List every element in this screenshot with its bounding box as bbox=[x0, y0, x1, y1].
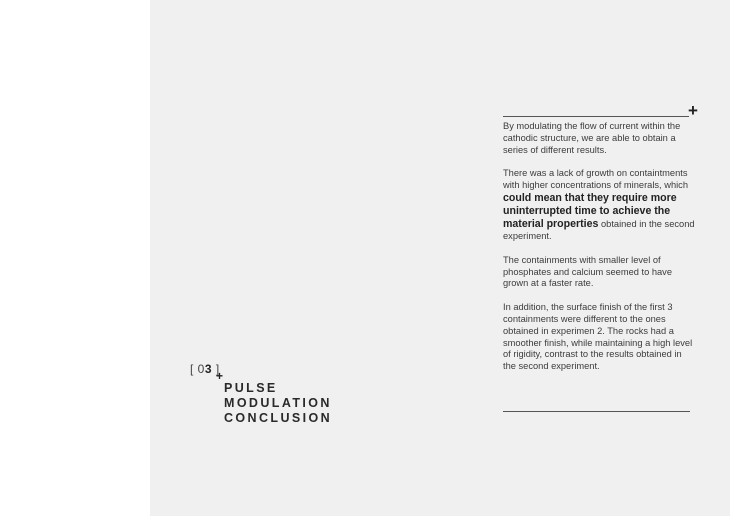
section-bracket-close: ] bbox=[212, 362, 220, 376]
left-margin bbox=[0, 0, 150, 516]
paragraph-3: The containments with smaller level of phosphates and calcium seemed to have grown at a faster rate. bbox=[503, 254, 673, 289]
section-number-light: 0 bbox=[197, 362, 205, 376]
paragraph-2-end: obtained in the second experiment. bbox=[503, 218, 695, 241]
title-line-3: CONCLUSION bbox=[224, 411, 333, 425]
section-bracket-open: [ bbox=[190, 362, 198, 376]
top-divider bbox=[503, 116, 689, 117]
section-title bbox=[224, 381, 332, 426]
title-line-1: PULSE bbox=[224, 381, 278, 395]
paragraph-2-emphasis: could mean that they require more uninterrupted time to achieve the material properties bbox=[503, 191, 677, 230]
paragraph-2-start: There was a lack of growth on containtments with higher concentrations of minerals, which bbox=[503, 168, 688, 191]
body-text bbox=[503, 121, 695, 385]
section-plus-icon: + bbox=[216, 369, 224, 383]
title-line-2: MODULATION bbox=[224, 396, 332, 410]
paragraph-2 bbox=[503, 168, 695, 242]
paragraph-1: By modulating the flow of current within the cathodic structure, we are able to obtain a series of different results. bbox=[503, 121, 681, 155]
bottom-divider bbox=[503, 411, 690, 412]
paragraph-4: In addition, the surface finish of the first 3 containments were different to the ones obtained in experimen 2. The rocks had a smoother finish, while maintaining a high level of rigidity, contrast to the results obtained in the second experiment. bbox=[503, 302, 693, 372]
section-number-bold: 3 bbox=[204, 362, 213, 376]
corner-plus-icon: + bbox=[688, 101, 698, 120]
